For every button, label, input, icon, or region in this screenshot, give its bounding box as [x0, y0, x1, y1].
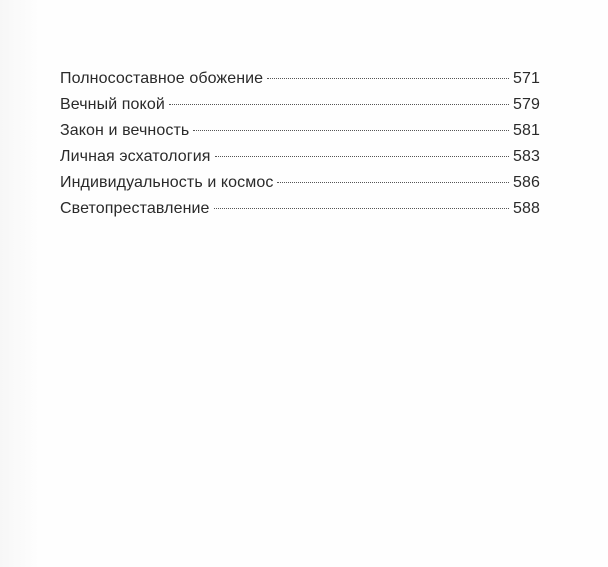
dot-leader — [193, 130, 509, 131]
toc-entry — [60, 200, 540, 226]
toc-entry-title: Вечный покой — [60, 96, 165, 113]
toc-entry-title: Светопреставление — [60, 200, 210, 217]
toc-entry-title: Индивидуальность и космос — [60, 174, 274, 191]
dot-leader — [267, 78, 509, 79]
toc-entry — [60, 96, 540, 122]
toc-entry-title: Полносоставное обожение — [60, 70, 264, 87]
toc-entry — [60, 148, 540, 174]
toc-entry-page: 588 — [513, 200, 540, 217]
toc-entry-page: 583 — [513, 148, 540, 165]
dot-leader — [214, 208, 509, 209]
toc-entry — [60, 122, 540, 148]
toc-entry-page: 579 — [513, 96, 540, 113]
dot-leader — [215, 156, 510, 157]
toc-entry-page: 571 — [513, 70, 540, 87]
toc-entry-title: Личная эсхатология — [60, 148, 211, 165]
dot-leader — [277, 182, 509, 183]
toc-entry — [60, 174, 540, 200]
dot-leader — [169, 104, 509, 105]
toc-entry-page: 586 — [513, 174, 540, 191]
toc-entry — [60, 70, 540, 96]
toc-entry-title: Закон и вечность — [60, 122, 190, 139]
table-of-contents — [60, 70, 540, 226]
toc-entry-page: 581 — [513, 122, 540, 139]
